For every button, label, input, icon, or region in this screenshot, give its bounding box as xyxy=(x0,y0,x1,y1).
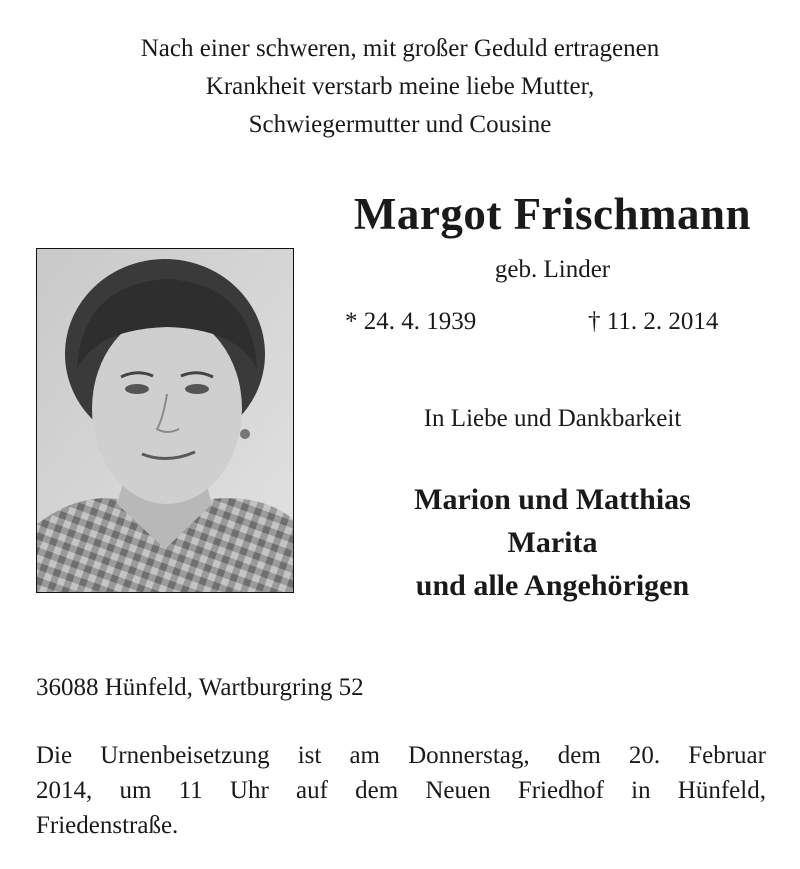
deceased-name: Margot Frischmann xyxy=(353,189,752,239)
death-date: † 11. 2. 2014 xyxy=(588,308,719,335)
burial-announcement xyxy=(36,738,766,843)
burial-word: Urnenbeisetzung xyxy=(100,742,270,769)
portrait-image xyxy=(37,249,293,592)
burial-word: Donnerstag, xyxy=(408,742,530,769)
burial-word: Hünfeld, xyxy=(677,777,766,804)
address-line: 36088 Hünfeld, Wartburgring 52 xyxy=(36,674,364,701)
burial-word: 2014, xyxy=(36,777,93,804)
burial-line-2 xyxy=(36,773,766,808)
intro-line-1: Nach einer schweren, mit großer Geduld ertragenen xyxy=(140,35,660,62)
burial-word: dem xyxy=(557,742,601,769)
mourners-list xyxy=(330,478,775,607)
burial-word: 11 xyxy=(178,777,203,804)
burial-line-3: Friedenstraße. xyxy=(36,812,179,839)
burial-word: Februar xyxy=(688,742,766,769)
intro-line-2: Krankheit verstarb meine liebe Mutter, xyxy=(205,73,595,100)
portrait-photo xyxy=(36,248,294,593)
intro-text xyxy=(0,30,800,144)
burial-word: am xyxy=(349,742,380,769)
burial-word: 20. xyxy=(628,742,661,769)
intro-line-3: Schwiegermutter und Cousine xyxy=(248,111,552,138)
burial-word: ist xyxy=(297,742,322,769)
burial-word: Die xyxy=(36,742,73,769)
mourners-line-3: und alle Angehörigen xyxy=(415,569,690,602)
mourners-line-1: Marion und Matthias xyxy=(414,483,691,516)
burial-word: Neuen xyxy=(425,777,491,804)
dedication-text: In Liebe und Dankbarkeit xyxy=(423,405,682,432)
burial-word: in xyxy=(631,777,651,804)
burial-word: Uhr xyxy=(229,777,269,804)
birth-date: * 24. 4. 1939 xyxy=(345,308,477,335)
maiden-name: geb. Linder xyxy=(494,256,611,283)
burial-word: dem xyxy=(355,777,399,804)
burial-word: auf xyxy=(295,777,328,804)
mourners-line-2: Marita xyxy=(507,526,598,559)
burial-line-1 xyxy=(36,738,766,773)
burial-word: um xyxy=(119,777,152,804)
burial-word: Friedhof xyxy=(517,777,604,804)
